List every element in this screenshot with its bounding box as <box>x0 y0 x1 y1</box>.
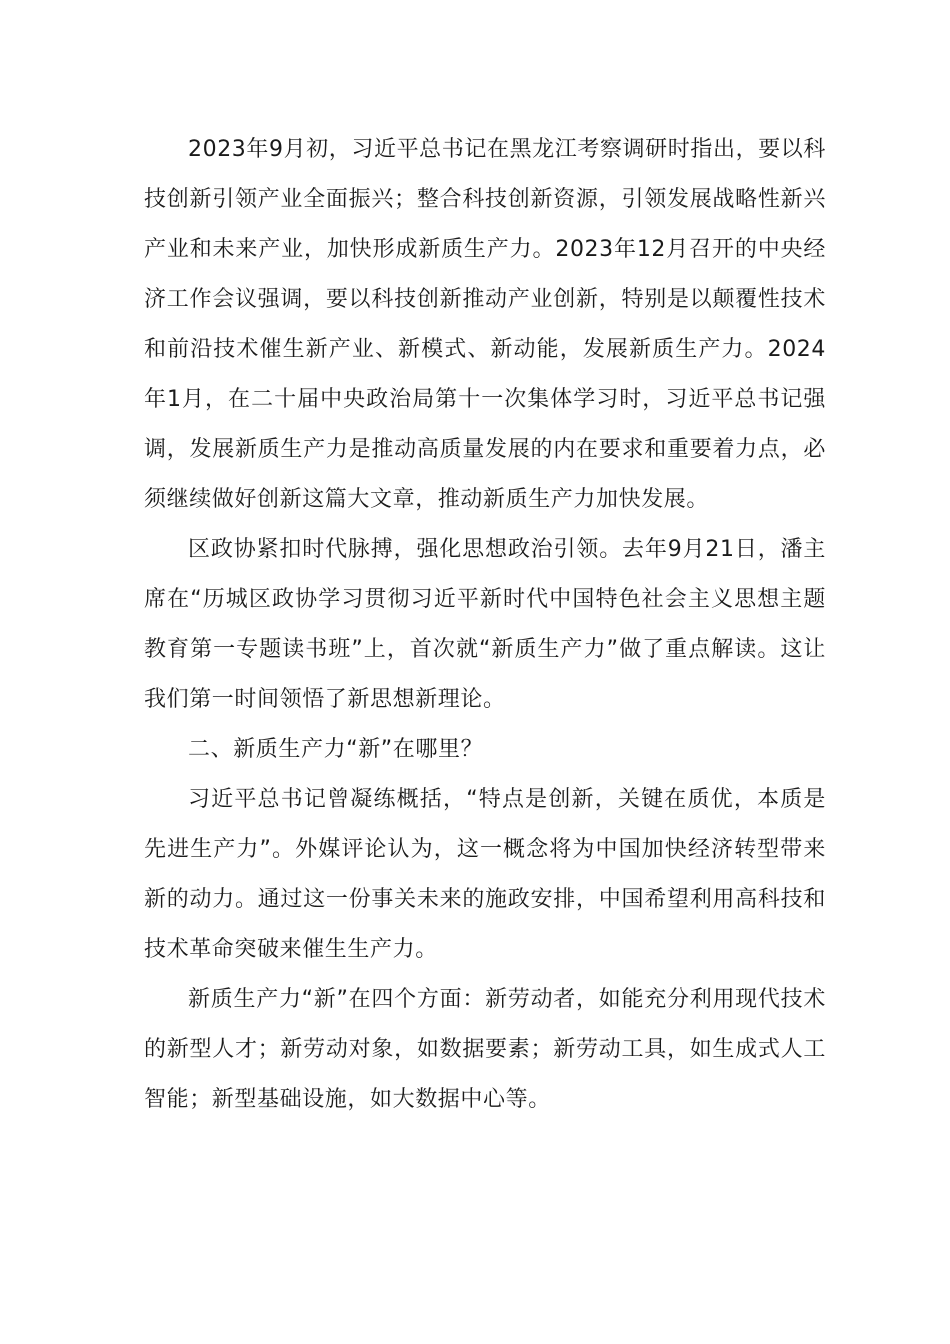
paragraph-district-cppcc: 区政协紧扣时代脉搏，强化思想政治引领。去年9月21日，潘主席在“历城区政协学习贯彻习近平新时代中国特色社会主义思想主题教育第一专题读书班”上，首次就“新质生产力”做了重点解读。这让我们第一时间领悟了新思想新理论。 <box>144 537 826 712</box>
paragraph-four-aspects: 新质生产力“新”在四个方面：新劳动者，如能充分利用现代技术的新型人才；新劳动对象，如数据要素；新劳动工具，如生成式人工智能；新型基础设施，如大数据中心等。 <box>144 987 826 1112</box>
paragraph-definition: 习近平总书记曾凝练概括，“特点是创新，关键在质优，本质是先进生产力”。外媒评论认为，这一概念将为中国加快经济转型带来新的动力。通过这一份事关未来的施政安排，中国希望利用高科技和技术革命突破来催生生产力。 <box>144 787 826 962</box>
document-body <box>144 125 826 1125</box>
section-heading-what-is-new: 二、新质生产力“新”在哪里？ <box>188 737 484 762</box>
paragraph-policy-background: 2023年9月初，习近平总书记在黑龙江考察调研时指出，要以科技创新引领产业全面振兴；整合科技创新资源，引领发展战略性新兴产业和未来产业，加快形成新质生产力。2023年12月召开的中央经济工作会议强调，要以科技创新推动产业创新，特别是以颠覆性技术和前沿技术催生新产业、新模式、新动能，发展新质生产力。2024年1月，在二十届中央政治局第十一次集体学习时，习近平总书记强调，发展新质生产力是推动高质量发展的内在要求和重要着力点，必须继续做好创新这篇大文章，推动新质生产力加快发展。 <box>144 137 826 512</box>
